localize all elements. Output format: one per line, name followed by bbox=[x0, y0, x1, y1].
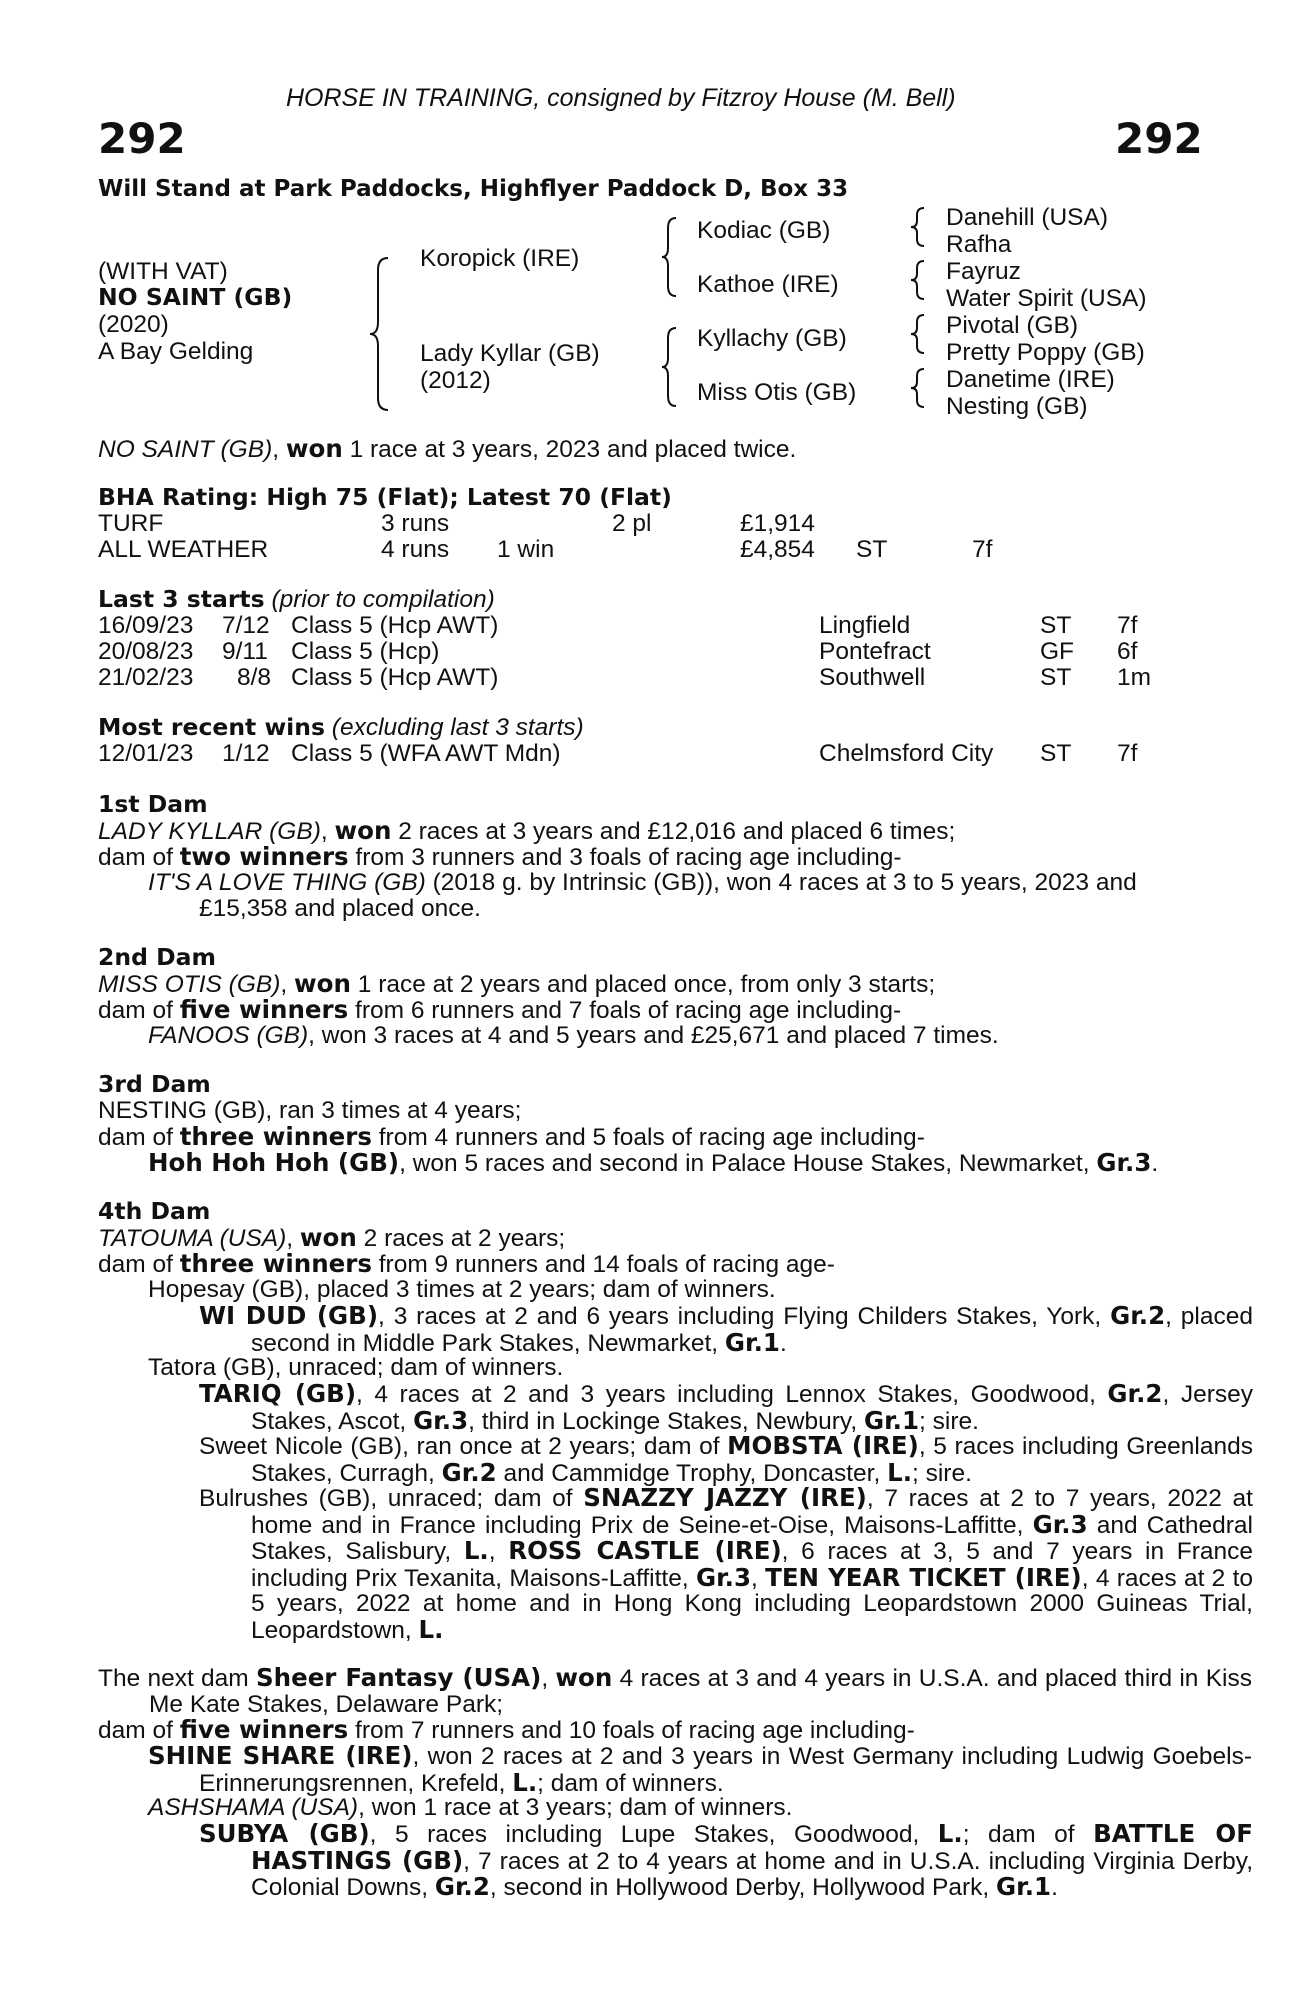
rating-earnings: £1,914 bbox=[740, 510, 815, 537]
pedigree-grandparent: Kyllachy (GB) bbox=[697, 325, 847, 352]
start-position: 7/12 bbox=[222, 612, 270, 639]
dam2-progeny: FANOOS (GB), won 3 races at 4 and 5 years and £25,671 and placed 7 times. bbox=[148, 1022, 999, 1049]
pedigree-great-grandparent: Nesting (GB) bbox=[946, 393, 1088, 420]
next-dam-subya: SUBYA (GB), 5 races including Lupe Stakes, Goodwood, L.; dam of BATTLE OF HASTINGS (GB), 7 races at 2 to 4 years at home and in U.S.A. including Virginia Derby, Colonial Downs, Gr.2, second in Hollywood Derby, Hollywood Park, Gr.1. bbox=[199, 1819, 1254, 1901]
pedigree-brace-gg3 bbox=[908, 313, 928, 355]
stand-location: Will Stand at Park Paddocks, Highflyer Paddock D, Box 33 bbox=[98, 176, 849, 202]
dam3-title: 3rd Dam bbox=[98, 1070, 211, 1098]
dam4-sweet-nicole: Sweet Nicole (GB), ran once at 2 years; dam of MOBSTA (IRE), 5 races including Greenlands Stakes, Curragh, Gr.2 and Cammidge Trophy, Doncaster, L.; sire. bbox=[199, 1431, 1253, 1487]
pedigree-brace-gg2 bbox=[908, 259, 928, 301]
recent-wins-title: Most recent wins (excluding last 3 starts) bbox=[98, 713, 584, 741]
win-distance: 7f bbox=[1117, 740, 1138, 767]
dam1-progeny: IT'S A LOVE THING (GB) (2018 g. by Intrinsic (GB)), won 4 races at 3 to 5 years, 2023 and bbox=[148, 869, 1137, 896]
start-position: 9/11 bbox=[222, 638, 268, 665]
start-going: ST bbox=[1040, 664, 1072, 691]
race-summary: NO SAINT (GB), won 1 race at 3 years, 2023 and placed twice. bbox=[98, 434, 797, 463]
start-course: Southwell bbox=[819, 664, 926, 691]
start-race: Class 5 (Hcp AWT) bbox=[291, 664, 499, 691]
dam2-record: MISS OTIS (GB), won 1 race at 2 years and placed once, from only 3 starts; bbox=[98, 969, 936, 998]
bha-rating-title: BHA Rating: High 75 (Flat); Latest 70 (Flat) bbox=[98, 483, 672, 511]
start-going: GF bbox=[1040, 638, 1075, 665]
dam2-produce: dam of five winners from 6 runners and 7 foals of racing age including- bbox=[98, 995, 902, 1024]
next-dam-shine-share: SHINE SHARE (IRE), won 2 races at 2 and 3 years in West Germany including Ludwig Goebels-Erinnerungsrennen, Krefeld, L.; dam of winners. bbox=[148, 1741, 1253, 1797]
pedigree-dam-year: (2012) bbox=[420, 367, 491, 394]
dam4-tariq: TARIQ (GB), 4 races at 2 and 3 years including Lennox Stakes, Goodwood, Gr.2, Jersey Stakes, Ascot, Gr.3, third in Lockinge Stakes, Newbury, Gr.1; sire. bbox=[199, 1379, 1253, 1435]
dam1-progeny-cont: £15,358 and placed once. bbox=[199, 895, 481, 922]
start-date: 16/09/23 bbox=[98, 612, 194, 639]
win-going: ST bbox=[1040, 740, 1072, 767]
start-position: 8/8 bbox=[237, 664, 272, 691]
dam3-produce: dam of three winners from 4 runners and 5 foals of racing age including- bbox=[98, 1122, 925, 1151]
rating-placed: 2 pl bbox=[612, 510, 652, 537]
dam4-hopesay: Hopesay (GB), placed 3 times at 2 years; dam of winners. bbox=[148, 1276, 776, 1303]
next-dam-record: The next dam Sheer Fantasy (USA), won 4 races at 3 and 4 years in U.S.A. and placed third in Kiss Me Kate Stakes, Delaware Park; bbox=[98, 1663, 1252, 1718]
win-date: 12/01/23 bbox=[98, 740, 194, 767]
start-race: Class 5 (Hcp) bbox=[291, 638, 440, 665]
next-dam-produce: dam of five winners from 7 runners and 10 foals of racing age including- bbox=[98, 1715, 915, 1744]
vat-note: (WITH VAT) bbox=[98, 258, 228, 285]
dam4-title: 4th Dam bbox=[98, 1197, 211, 1225]
pedigree-brace-gg1 bbox=[908, 206, 928, 248]
dam1-title: 1st Dam bbox=[98, 790, 208, 818]
dam4-tatora: Tatora (GB), unraced; dam of winners. bbox=[148, 1354, 564, 1381]
rating-surface: TURF bbox=[98, 510, 164, 537]
pedigree-brace-main bbox=[368, 256, 392, 412]
start-date: 21/02/23 bbox=[98, 664, 194, 691]
pedigree-grandparent: Kathoe (IRE) bbox=[697, 271, 839, 298]
pedigree-great-grandparent: Pivotal (GB) bbox=[946, 312, 1079, 339]
pedigree-sire: Koropick (IRE) bbox=[420, 245, 580, 272]
dam1-produce: dam of two winners from 3 runners and 3 foals of racing age including- bbox=[98, 842, 902, 871]
win-position: 1/12 bbox=[222, 740, 270, 767]
start-course: Pontefract bbox=[819, 638, 931, 665]
start-going: ST bbox=[1040, 612, 1072, 639]
next-dam-ashshama: ASHSHAMA (USA), won 1 race at 3 years; dam of winners. bbox=[148, 1794, 793, 1821]
pedigree-brace-gg4 bbox=[908, 367, 928, 409]
win-race: Class 5 (WFA AWT Mdn) bbox=[291, 740, 561, 767]
pedigree-great-grandparent: Fayruz bbox=[946, 258, 1021, 285]
start-distance: 1m bbox=[1117, 664, 1152, 691]
pedigree-grandparent: Kodiac (GB) bbox=[697, 217, 831, 244]
dam4-produce: dam of three winners from 9 runners and 14 foals of racing age- bbox=[98, 1249, 835, 1278]
start-distance: 7f bbox=[1117, 612, 1138, 639]
start-date: 20/08/23 bbox=[98, 638, 194, 665]
rating-surface: ALL WEATHER bbox=[98, 536, 269, 563]
pedigree-great-grandparent: Danehill (USA) bbox=[946, 204, 1109, 231]
pedigree-grandparent: Miss Otis (GB) bbox=[697, 379, 857, 406]
rating-wins: 1 win bbox=[497, 536, 555, 563]
pedigree-brace-sire bbox=[660, 216, 680, 298]
pedigree-great-grandparent: Danetime (IRE) bbox=[946, 366, 1115, 393]
rating-earnings: £4,854 bbox=[740, 536, 815, 563]
dam4-bulrushes: Bulrushes (GB), unraced; dam of SNAZZY JAZZY (IRE), 7 races at 2 to 7 years, 2022 at home and in France including Prix de Seine-et-Oise, Maisons-Laffitte, Gr.3 and Cathedral Stakes, Salisbury, L., ROSS CASTLE (IRE), 6 races at 3, 5 and 7 years in France including Prix Texanita, Maisons-Laffitte, Gr.3, TEN YEAR TICKET (IRE), 4 races at 2 to 5 years, 2022 at home and in Hong Kong including Leopardstown 2000 Guineas Trial, Leopardstown, L. bbox=[199, 1483, 1253, 1644]
start-distance: 6f bbox=[1117, 638, 1138, 665]
dam3-progeny: Hoh Hoh Hoh (GB), won 5 races and second in Palace House Stakes, Newmarket, Gr.3. bbox=[148, 1148, 1159, 1177]
pedigree-great-grandparent: Pretty Poppy (GB) bbox=[946, 339, 1145, 366]
horse-name: NO SAINT (GB) bbox=[98, 283, 293, 311]
start-race: Class 5 (Hcp AWT) bbox=[291, 612, 499, 639]
rating-runs: 4 runs bbox=[381, 536, 450, 563]
lot-number-left: 292 bbox=[98, 114, 186, 163]
dam1-record: LADY KYLLAR (GB), won 2 races at 3 years and £12,016 and placed 6 times; bbox=[98, 816, 956, 845]
dam3-record: NESTING (GB), ran 3 times at 4 years; bbox=[98, 1097, 522, 1124]
start-course: Lingfield bbox=[819, 612, 911, 639]
last-starts-title: Last 3 starts (prior to compilation) bbox=[98, 585, 495, 613]
lot-number-right: 292 bbox=[1115, 114, 1203, 163]
consignment-header: HORSE IN TRAINING, consigned by Fitzroy House (M. Bell) bbox=[286, 84, 956, 112]
dam2-title: 2nd Dam bbox=[98, 943, 216, 971]
pedigree-great-grandparent: Rafha bbox=[946, 231, 1012, 258]
rating-going: ST bbox=[856, 536, 888, 563]
horse-year: (2020) bbox=[98, 311, 169, 338]
pedigree-great-grandparent: Water Spirit (USA) bbox=[946, 285, 1147, 312]
rating-runs: 3 runs bbox=[381, 510, 450, 537]
pedigree-dam: Lady Kyllar (GB) bbox=[420, 340, 600, 367]
horse-description: A Bay Gelding bbox=[98, 338, 254, 365]
rating-distance: 7f bbox=[972, 536, 993, 563]
pedigree-brace-dam bbox=[660, 326, 680, 408]
dam4-record: TATOUMA (USA), won 2 races at 2 years; bbox=[98, 1223, 566, 1252]
dam4-widud: WI DUD (GB), 3 races at 2 and 6 years including Flying Childers Stakes, York, Gr.2, placed second in Middle Park Stakes, Newmarket, Gr.1. bbox=[199, 1301, 1253, 1357]
win-course: Chelmsford City bbox=[819, 740, 994, 767]
